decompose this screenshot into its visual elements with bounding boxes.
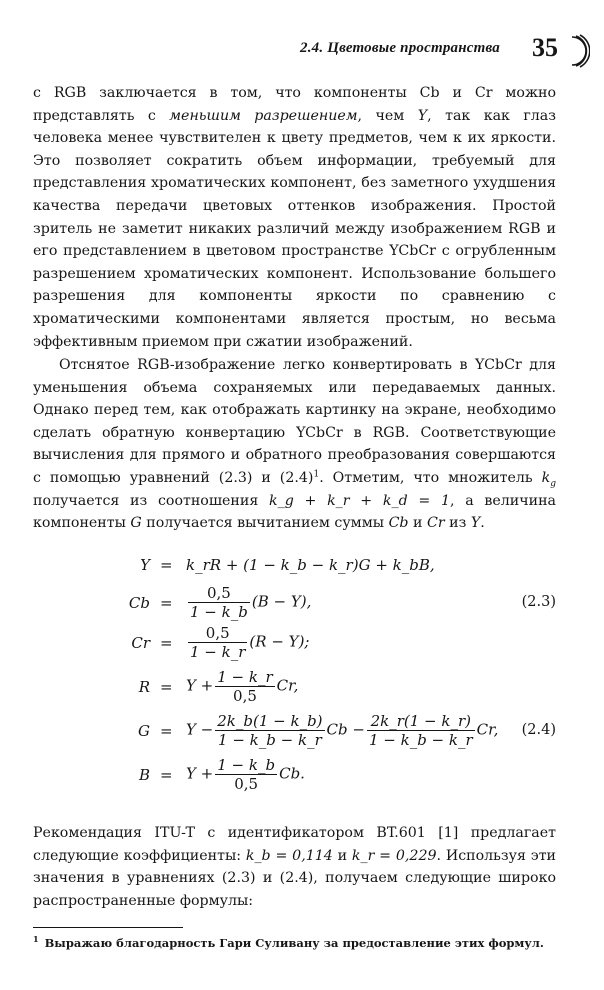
paragraph-1: с RGB заключается в том, что компоненты Cb и Cr можно представлять с меньшим разрешением, чем Y, так как глаз человека менее чувствителен к цвету предметов, чем к их яркости. Это позволяет сократить объем информации, требуемый для представления хроматических компонент, без заметного ухудшения качества передачи цветовых оттенков изображения. Простой зритель не заметит никаких различий между изображением RGB и его представлением в цветовом пространстве YCbCr с огрубленным разрешением хроматических компонент. Использование большего разрешения для компоненты яркости по сравнению с хроматическими компонентами является простым, но весьма эффективным приемом при сжатии изображений.	[33, 85, 556, 350]
footnote-ref: 1	[313, 469, 320, 480]
footnote	[33, 934, 573, 950]
footnote-text: Выражаю благодарность Гари Суливану за предоставление этих формул.	[44, 935, 544, 950]
footnote-mark: 1	[33, 934, 39, 944]
emphasis: меньшим разрешением	[169, 107, 358, 124]
relation-formula: k_g + k_r + k_d = 1	[269, 492, 450, 509]
equations-block: Y = k_rR + (1 − k_b − k_r)G + k_bB, Cb = $\frac{0,5}{1 - k\_b}$ (B − Y), (2.3) Cr = $\frac{0,5}{1 - k\_r}$ (R − Y); R = Y + $\frac{1 - k\_r}{0,5}$ Cr, G = Y − $\frac{2k\_b(1 - k\_b)}{1 - k\_b - k\_r}$ Cb − $\frac{2k\_r(1 - k\_r)}{1 - k\_b - k\_r}$ Cr, (2.4) B = Y + $\frac{1 - k\_b}{0,5}$ Cb.	[128, 556, 556, 793]
footnote-divider	[33, 927, 183, 928]
equation-label-2-3: (2.3)	[521, 594, 556, 610]
coefficient-kr: k_r = 0,229	[351, 847, 437, 864]
paragraph-3: Рекомендация ITU-T с идентификатором BT.601 [1] предлагает следующие коэффициенты: k_b = 0,114 и k_r = 0,229. Используя эти значения в уравнениях (2.3) и (2.4), получаем следующие широко распространенные формулы:	[33, 825, 557, 909]
paragraph-2: Отснятое RGB-изображение легко конвертировать в YCbCr для уменьшения объема сохраняемых или передаваемых данных. Однако перед тем, как отображать картинку на экране, необходимо сделать обратную конвертацию YCbCr в RGB. Соответствующие вычисления для прямого и обратного преобразования совершаются с помощью уравнений (2.3) и $(2.4)^1$. Отметим, что множитель $k_g$ получается из соотношения k_g + k_r + k_d = 1, а величина компоненты G получается вычитанием суммы Cb и Cr из Y.	[33, 357, 556, 532]
running-head: 2.4. Цветовые пространства	[300, 40, 501, 56]
page-number: 35	[532, 33, 558, 62]
page-header	[300, 34, 590, 68]
equation-label-2-4: (2.4)	[521, 722, 556, 738]
coefficient-kb: k_b = 0,114	[245, 847, 333, 864]
